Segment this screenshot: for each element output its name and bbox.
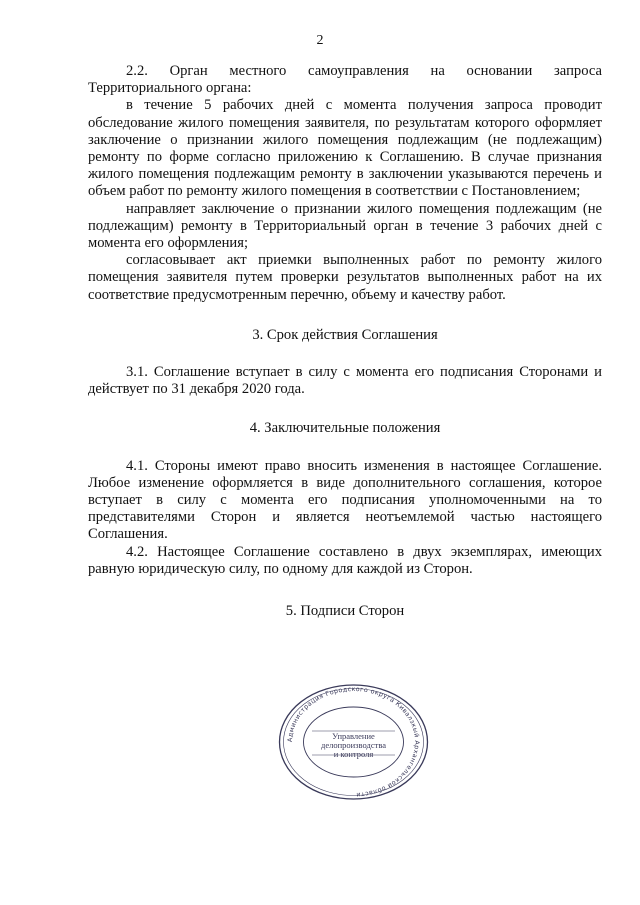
section-2-2-intro: 2.2. Орган местного самоуправления на основании запроса Территориального органа: bbox=[88, 63, 602, 97]
document-body bbox=[88, 63, 602, 620]
page-number: 2 bbox=[316, 33, 324, 48]
seal-center-line: Управление bbox=[332, 731, 375, 741]
section-4-heading: 4. Заключительные положения bbox=[249, 420, 441, 437]
official-seal-stamp bbox=[276, 682, 431, 802]
section-4-paragraph-2: 4.2. Настоящее Соглашение составлено в двух экземплярах, имеющих равную юридическую силу, по одному для каждой из Сторон. bbox=[88, 543, 602, 577]
section-5-heading: 5. Подписи Сторон bbox=[285, 603, 405, 620]
section-4-paragraph-1: 4.1. Стороны имеют право вносить изменения в настоящее Соглашение. Любое изменение оформляется в виде дополнительного соглашения, которое вступает в силу с момента его подписания уполномоченными на то представителями Сторон и является неотъемлемой частью настоящего Соглашения. bbox=[88, 457, 602, 543]
section-2-2-item: в течение 5 рабочих дней с момента получения запроса проводит обследование жилого помещения заявителя, по результатам которого оформляет заключение о признании жилого помещения подлежащим (не подлежащим) ремонту по форме согласно приложению к Соглашению. В случае признания жилого помещения подлежащим ремонту в заключении указываются перечень и объем работ по ремонту жилого помещения в соответствии с Постановлением; bbox=[88, 97, 602, 200]
section-2-2-item: согласовывает акт приемки выполненных работ по ремонту жилого помещения заявителя путем проверки результатов выполненных работ на их соответствие предусмотренным перечню, объему и качеству работ. bbox=[88, 252, 602, 303]
seal-center-line: делопроизводства bbox=[321, 740, 386, 750]
section-3-heading: 3. Срок действия Соглашения bbox=[252, 326, 438, 343]
seal-ring-text: Администрация Городского округа Кивалзкый Архангельской области bbox=[286, 685, 421, 798]
seal-center-line: и контроля bbox=[333, 749, 374, 759]
section-2-2-item: направляет заключение о признании жилого помещения подлежащим (не подлежащим) ремонту в Территориальный орган в течение 3 рабочих дней с момента его оформления; bbox=[88, 200, 602, 252]
section-3-text: 3.1. Соглашение вступает в силу с момента его подписания Сторонами и действует по 31 декабря 2020 года. bbox=[88, 364, 602, 398]
